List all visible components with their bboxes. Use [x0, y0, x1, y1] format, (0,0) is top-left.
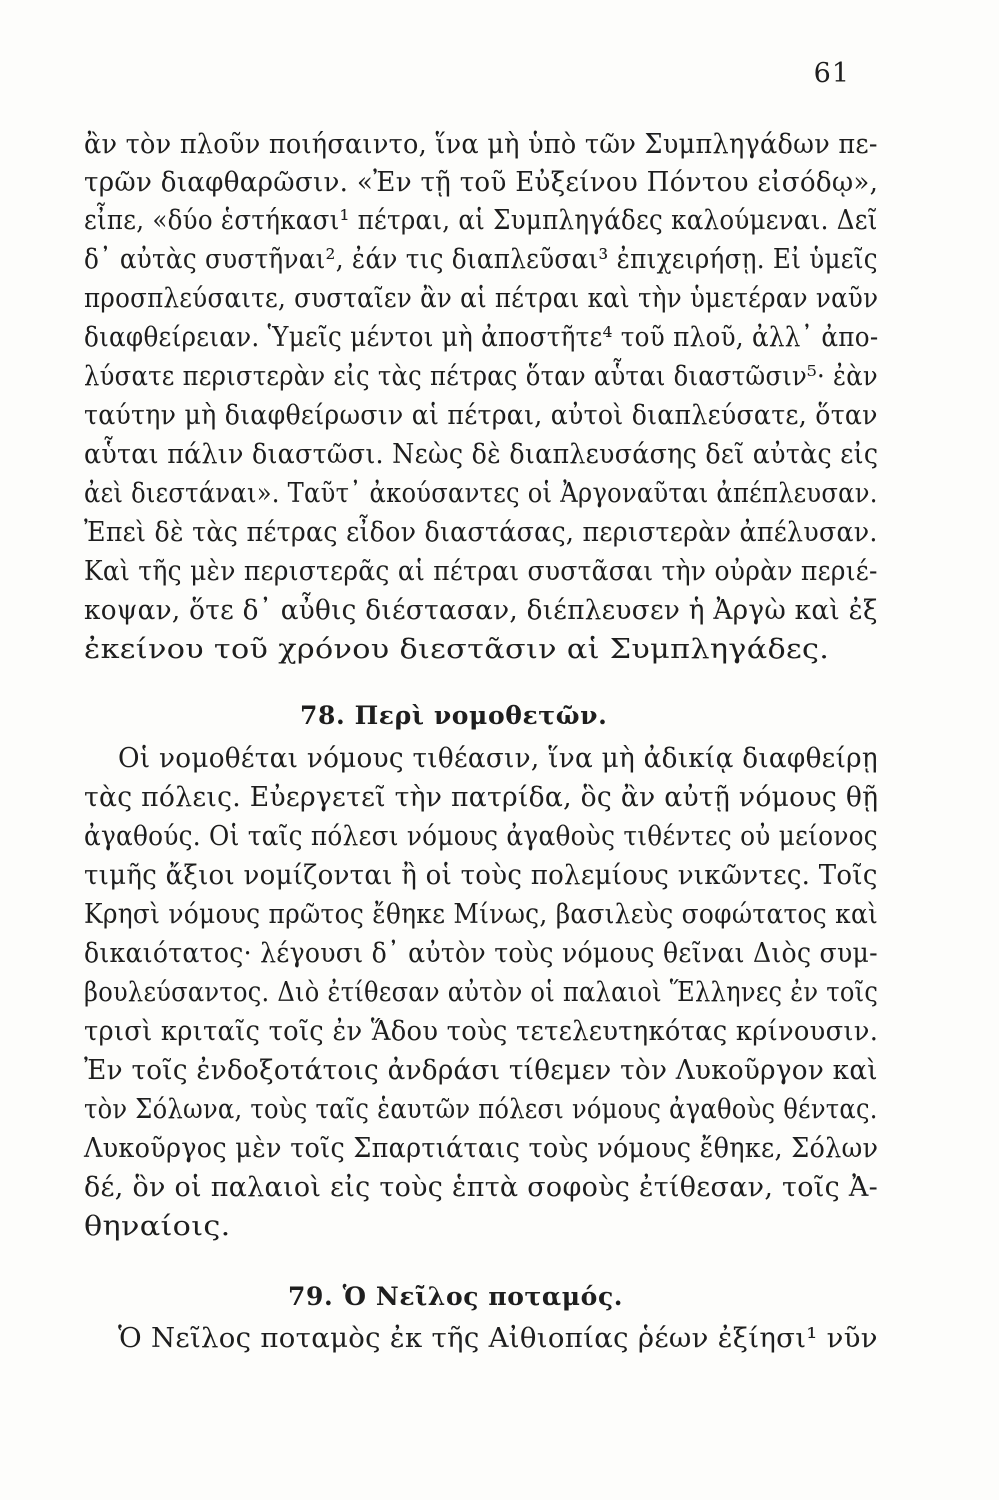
- text-line: βουλεύσαντος. Διὸ ἐτίθεσαν αὐτὸν οἱ παλαιοὶ Ἕλληνες ἐν τοῖς: [84, 977, 879, 1008]
- text-line: δ᾽ αὐτὰς συστῆναι², ἐάν τις διαπλεῦσαι³ ἐπιχειρήσῃ. Εἰ ὑμεῖς: [84, 244, 878, 275]
- page-number: 61: [813, 58, 850, 89]
- text-line: ἐκείνου τοῦ χρόνου διεστᾶσιν αἱ Συμπληγάδες.: [84, 634, 830, 665]
- text-line: αὗται πάλιν διαστῶσι. Νεὼς δὲ διαπλευσάσης δεῖ αὐτὰς εἰς: [84, 439, 879, 470]
- text-line: ἀεὶ διεστάναι». Ταῦτ᾽ ἀκούσαντες οἱ Ἀργοναῦται ἀπέπλευσαν.: [84, 478, 878, 509]
- text-line: Κρησὶ νόμους πρῶτος ἔθηκε Μίνως, βασιλεὺς σοφώτατος καὶ: [84, 899, 879, 930]
- text-line: κοψαν, ὅτε δ᾽ αὖθις διέστασαν, διέπλευσεν ἡ Ἀργὼ καὶ ἐξ: [84, 595, 878, 626]
- text-line: ἂν τὸν πλοῦν ποιήσαιντο, ἵνα μὴ ὑπὸ τῶν Συμπληγάδων πε-: [84, 129, 878, 160]
- text-line: τὰς πόλεις. Εὐεργετεῖ τὴν πατρίδα, ὃς ἂν αὐτῇ νόμους θῇ: [84, 782, 879, 813]
- text-line: δικαιότατος· λέγουσι δ᾽ αὐτὸν τοὺς νόμους θεῖναι Διὸς συμ-: [84, 938, 878, 969]
- text-line: εἶπε, «δύο ἑστήκασι¹ πέτραι, αἱ Συμπληγάδες καλούμεναι. Δεῖ: [84, 205, 878, 236]
- text-line: Οἱ νομοθέται νόμους τιθέασιν, ἵνα μὴ ἀδικίᾳ διαφθείρῃ: [118, 743, 878, 774]
- text-line: δέ, ὃν οἱ παλαιοὶ εἰς τοὺς ἑπτὰ σοφοὺς ἐτίθεσαν, τοῖς Ἀ-: [84, 1172, 878, 1203]
- text-line: προσπλεύσαιτε, συσταῖεν ἂν αἱ πέτραι καὶ τὴν ὑμετέραν ναῦν: [84, 283, 879, 314]
- text-line: τρισὶ κριταῖς τοῖς ἐν Ἅδου τοὺς τετελευτηκότας κρίνουσιν.: [84, 1016, 879, 1047]
- text-line: τιμῆς ἄξιοι νομίζονται ἢ οἱ τοὺς πολεμίους νικῶντες. Τοῖς: [84, 860, 878, 891]
- section-heading: 78. Περὶ νομοθετῶν.: [300, 701, 608, 730]
- text-line: Καὶ τῆς μὲν περιστερᾶς αἱ πέτραι συστᾶσαι τὴν οὐρὰν περιέ-: [84, 556, 878, 587]
- text-line: τὸν Σόλωνα, τοὺς ταῖς ἑαυτῶν πόλεσι νόμους ἀγαθοὺς θέντας.: [84, 1094, 878, 1125]
- text-line: ἀγαθούς. Οἱ ταῖς πόλεσι νόμους ἀγαθοὺς τιθέντες οὐ μείονος: [84, 821, 878, 852]
- text-line: Ἐπεὶ δὲ τὰς πέτρας εἶδον διαστάσας, περιστερὰν ἀπέλυσαν.: [84, 517, 878, 548]
- text-line: τρῶν διαφθαρῶσιν. «Ἐν τῇ τοῦ Εὐξείνου Πόντου εἰσόδῳ»,: [84, 167, 879, 198]
- text-line: διαφθείρειαν. Ὑμεῖς μέντοι μὴ ἀποστῆτε⁴ τοῦ πλοῦ, ἀλλ᾽ ἀπο-: [84, 322, 879, 353]
- text-line: Λυκοῦργος μὲν τοῖς Σπαρτιάταις τοὺς νόμους ἔθηκε, Σόλων: [84, 1133, 879, 1164]
- section-heading: 79. Ὁ Νεῖλος ποταμός.: [288, 1282, 624, 1311]
- text-line: ταύτην μὴ διαφθείρωσιν αἱ πέτραι, αὐτοὶ διαπλεύσατε, ὅταν: [84, 400, 878, 431]
- text-line: Ἐν τοῖς ἐνδοξοτάτοις ἀνδράσι τίθεμεν τὸν Λυκοῦργον καὶ: [84, 1055, 878, 1086]
- text-line: Ὁ Νεῖλος ποταμὸς ἐκ τῆς Αἰθιοπίας ῥέων ἐξίησι¹ νῦν: [118, 1323, 878, 1354]
- text-line: θηναίοις.: [84, 1211, 231, 1242]
- text-line: λύσατε περιστερὰν εἰς τὰς πέτρας ὅταν αὗται διαστῶσιν⁵· ἐὰν: [84, 361, 878, 392]
